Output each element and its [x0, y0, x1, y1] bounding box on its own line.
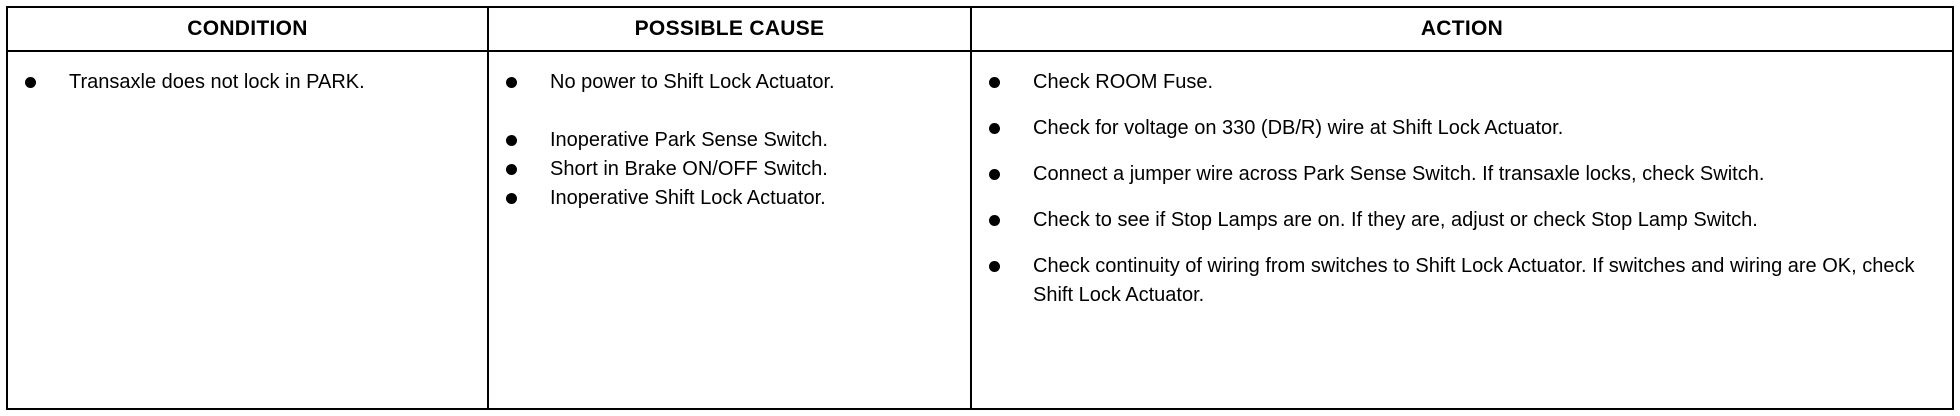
possible-cause-cell: [488, 51, 971, 409]
diagnosis-table: [6, 6, 1954, 410]
condition-header: CONDITION: [7, 7, 488, 51]
action-item: [986, 252, 1938, 310]
bullet-icon: [989, 77, 1000, 88]
action-text: Check ROOM Fuse.: [1033, 71, 1214, 93]
bullet-icon: [506, 193, 517, 204]
bullet-icon: [989, 169, 1000, 180]
action-text: Check to see if Stop Lamps are on. If they are, adjust or check Stop Lamp Switch.: [1033, 209, 1758, 231]
cause-text: Inoperative Shift Lock Actuator.: [550, 187, 826, 209]
action-item: [986, 114, 1938, 143]
bullet-icon: [506, 164, 517, 175]
cause-text: Short in Brake ON/OFF Switch.: [550, 158, 828, 180]
diagnosis-chart: [6, 6, 1954, 410]
action-text: Connect a jumper wire across Park Sense Switch. If transaxle locks, check Switch.: [1033, 163, 1765, 185]
bullet-icon: [506, 135, 517, 146]
action-text: Check continuity of wiring from switches to Shift Lock Actuator. If switches and wiring are OK, check Shift Lock Actuator.: [1033, 255, 1915, 306]
header-row: [7, 7, 1953, 51]
bullet-icon: [506, 77, 517, 88]
bullet-icon: [25, 77, 36, 88]
action-item: [986, 160, 1938, 189]
bullet-icon: [989, 261, 1000, 272]
condition-cell: [7, 51, 488, 409]
cause-item: [503, 155, 956, 184]
action-text: Check for voltage on 330 (DB/R) wire at Shift Lock Actuator.: [1033, 117, 1564, 139]
cause-item: [503, 68, 956, 126]
bullet-icon: [989, 215, 1000, 226]
condition-text: Transaxle does not lock in PARK.: [69, 71, 365, 93]
table-row: [7, 51, 1953, 409]
action-cell: [971, 51, 1953, 409]
condition-item: [22, 68, 473, 97]
action-item: [986, 68, 1938, 97]
cause-item: [503, 126, 956, 155]
possible-cause-header: POSSIBLE CAUSE: [488, 7, 971, 51]
cause-text: Inoperative Park Sense Switch.: [550, 129, 828, 151]
action-item: [986, 206, 1938, 235]
cause-text: No power to Shift Lock Actuator.: [550, 71, 835, 93]
action-header: ACTION: [971, 7, 1953, 51]
bullet-icon: [989, 123, 1000, 134]
cause-item: [503, 184, 956, 213]
